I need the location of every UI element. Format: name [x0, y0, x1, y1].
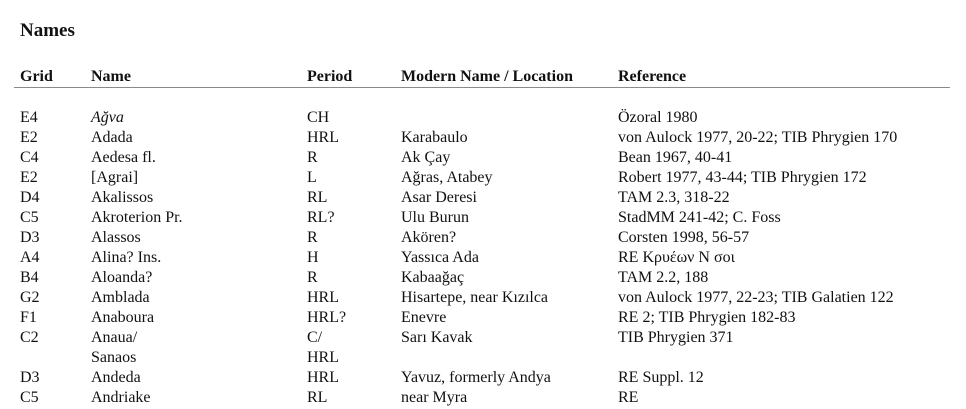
cell-grid: D3	[20, 229, 40, 246]
cell-name: Ağva	[91, 109, 124, 126]
cell-name: Andeda	[91, 369, 141, 386]
column-header-period: Period	[307, 68, 353, 85]
cell-name: Adada	[91, 129, 133, 146]
cell-modern-name: Ulu Burun	[401, 209, 469, 226]
cell-reference: von Aulock 1977, 22-23; TIB Galatien 122	[618, 289, 894, 306]
cell-period: C/	[307, 329, 323, 346]
cell-period: HRL	[307, 129, 339, 146]
cell-period: CH	[307, 109, 330, 126]
cell-name: Alassos	[91, 229, 141, 246]
cell-reference: RE Suppl. 12	[618, 369, 704, 386]
cell-grid: E2	[20, 169, 38, 186]
cell-reference: Özoral 1980	[618, 109, 698, 126]
cell-modern-name: near Myra	[401, 389, 468, 406]
cell-grid: A4	[20, 249, 40, 266]
cell-reference: RE Κρυέων Ν σοι	[618, 249, 735, 266]
cell-modern-name: Enevre	[401, 309, 447, 326]
header-divider	[14, 87, 950, 88]
cell-grid: D4	[20, 189, 40, 206]
cell-modern-name: Ak Çay	[401, 149, 451, 166]
column-header-name: Name	[91, 68, 131, 85]
cell-name: Alina? Ins.	[91, 249, 162, 266]
cell-name: Sanaos	[91, 349, 137, 366]
cell-name: Akalissos	[91, 189, 154, 206]
cell-modern-name: Kabaağaç	[401, 269, 465, 286]
cell-grid: C2	[20, 329, 39, 346]
cell-reference: RE	[618, 389, 639, 406]
cell-name: Aloanda?	[91, 269, 153, 286]
cell-reference: von Aulock 1977, 20-22; TIB Phrygien 170	[618, 129, 898, 146]
cell-modern-name: Yavuz, formerly Andya	[401, 369, 551, 386]
cell-period: L	[307, 169, 317, 186]
cell-name: Anaboura	[91, 309, 155, 326]
cell-reference: StadMM 241-42; C. Foss	[618, 209, 781, 226]
cell-modern-name: Akören?	[401, 229, 457, 246]
column-header-grid: Grid	[20, 68, 53, 85]
cell-period: H	[307, 249, 319, 266]
cell-name: Anaua/	[91, 329, 138, 346]
cell-reference: RE 2; TIB Phrygien 182-83	[618, 309, 796, 326]
cell-modern-name: Hisartepe, near Kızılca	[401, 289, 549, 306]
cell-period: R	[307, 269, 318, 286]
cell-grid: F1	[20, 309, 37, 326]
column-header-reference: Reference	[618, 68, 687, 85]
cell-grid: C5	[20, 209, 39, 226]
page-title: Names	[20, 20, 75, 41]
cell-modern-name: Asar Deresi	[401, 189, 477, 206]
cell-grid: E4	[20, 109, 38, 126]
cell-reference: Bean 1967, 40-41	[618, 149, 733, 166]
cell-period: HRL	[307, 289, 339, 306]
cell-grid: C5	[20, 389, 39, 406]
column-header-modern-name: Modern Name / Location	[401, 68, 573, 85]
cell-name: Andriake	[91, 389, 151, 406]
cell-reference: TAM 2.3, 318-22	[618, 189, 730, 206]
cell-modern-name: Yassıca Ada	[401, 249, 479, 266]
cell-name: Amblada	[91, 289, 150, 306]
cell-reference: TIB Phrygien 371	[618, 329, 734, 346]
cell-modern-name: Karabaulo	[401, 129, 468, 146]
cell-reference: Robert 1977, 43-44; TIB Phrygien 172	[618, 169, 867, 186]
cell-grid: D3	[20, 369, 40, 386]
cell-name: Aedesa fl.	[91, 149, 156, 166]
cell-period: RL?	[307, 209, 335, 226]
cell-modern-name: Ağras, Atabey	[401, 169, 493, 186]
cell-period: HRL?	[307, 309, 347, 326]
cell-grid: C4	[20, 149, 39, 166]
cell-period: RL	[307, 189, 328, 206]
cell-name: [Agrai]	[91, 169, 139, 186]
cell-reference: Corsten 1998, 56-57	[618, 229, 750, 246]
cell-period: RL	[307, 389, 328, 406]
cell-period: HRL	[307, 369, 339, 386]
cell-grid: B4	[20, 269, 39, 286]
cell-grid: G2	[20, 289, 40, 306]
cell-period: R	[307, 149, 318, 166]
cell-grid: E2	[20, 129, 38, 146]
cell-period: R	[307, 229, 318, 246]
cell-modern-name: Sarı Kavak	[401, 329, 473, 346]
cell-period: HRL	[307, 349, 339, 366]
cell-reference: TAM 2.2, 188	[618, 269, 709, 286]
cell-name: Akroterion Pr.	[91, 209, 183, 226]
